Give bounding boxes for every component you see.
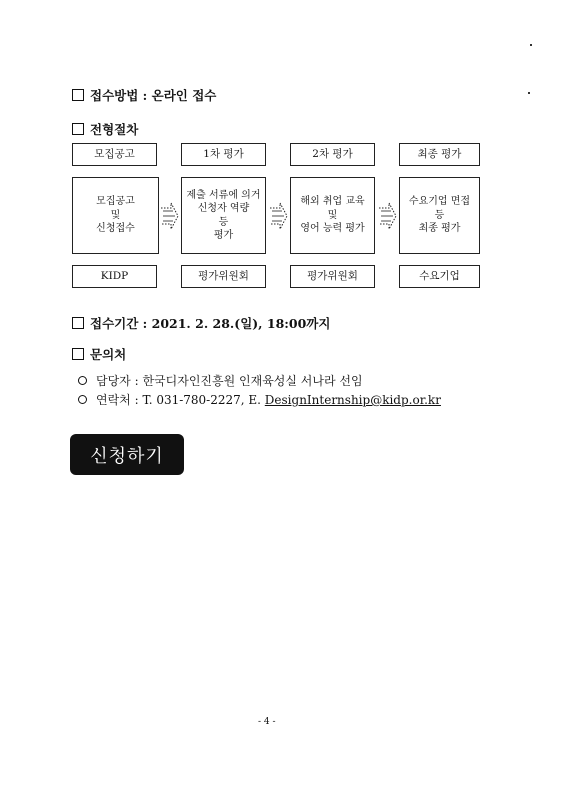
contact-person-line (78, 372, 363, 389)
arrow-right-icon (159, 201, 179, 231)
apply-button[interactable]: 신청하기 (70, 434, 184, 475)
period-value: 2021. 2. 28.(일), 18:00까지 (151, 316, 331, 331)
checkbox-square-icon (72, 123, 84, 135)
checkbox-square-icon (72, 89, 84, 101)
section-application-method (72, 86, 216, 104)
contact-info-label: 연락처 (96, 393, 131, 407)
scan-speck (528, 92, 530, 94)
contact-info-separator: : (130, 393, 143, 407)
process-heading: 전형절차 (90, 122, 139, 137)
period-label: 접수기간 (90, 316, 139, 331)
method-value: 온라인 접수 (151, 88, 217, 103)
bullet-circle-icon (78, 376, 87, 385)
contact-email-link[interactable]: DesignInternship@kidp.or.kr (264, 393, 441, 407)
stage-1-org: KIDP (72, 265, 157, 288)
contact-phone: T. 031-780-2227, E. (142, 393, 265, 407)
contact-info-line (78, 391, 441, 408)
checkbox-square-icon (72, 348, 84, 360)
contact-person-label: 담당자 (96, 374, 131, 388)
period-separator: : (138, 316, 152, 331)
inquiry-heading: 문의처 (90, 347, 127, 362)
stage-4-body: 수요기업 면접 등 최종 평가 (399, 177, 480, 254)
stage-2-org: 평가위원회 (181, 265, 266, 288)
stage-3-body: 해외 취업 교육 및 영어 능력 평가 (290, 177, 375, 254)
stage-1-body: 모집공고 및 신청접수 (72, 177, 159, 254)
arrow-right-icon (268, 201, 288, 231)
stage-4-title: 최종 평가 (399, 143, 480, 166)
checkbox-square-icon (72, 317, 84, 329)
stage-1-title: 모집공고 (72, 143, 157, 166)
stage-3-org: 평가위원회 (290, 265, 375, 288)
contact-person-separator: : (130, 374, 143, 388)
stage-2-body: 제출 서류에 의거 신청자 역량 등 평가 (181, 177, 266, 254)
stage-4-org: 수요기업 (399, 265, 480, 288)
scan-speck (530, 44, 532, 46)
stage-2-title: 1차 평가 (181, 143, 266, 166)
method-label: 접수방법 (90, 88, 139, 103)
bullet-circle-icon (78, 395, 87, 404)
stage-3-title: 2차 평가 (290, 143, 375, 166)
method-separator: : (138, 88, 152, 103)
section-inquiry (72, 345, 126, 363)
page-number: - 4 - (258, 717, 276, 727)
contact-person-value: 한국디자인진흥원 인재육성실 서나라 선임 (142, 374, 363, 388)
section-application-period (72, 314, 330, 332)
arrow-right-icon (377, 201, 397, 231)
section-selection-process (72, 120, 138, 138)
